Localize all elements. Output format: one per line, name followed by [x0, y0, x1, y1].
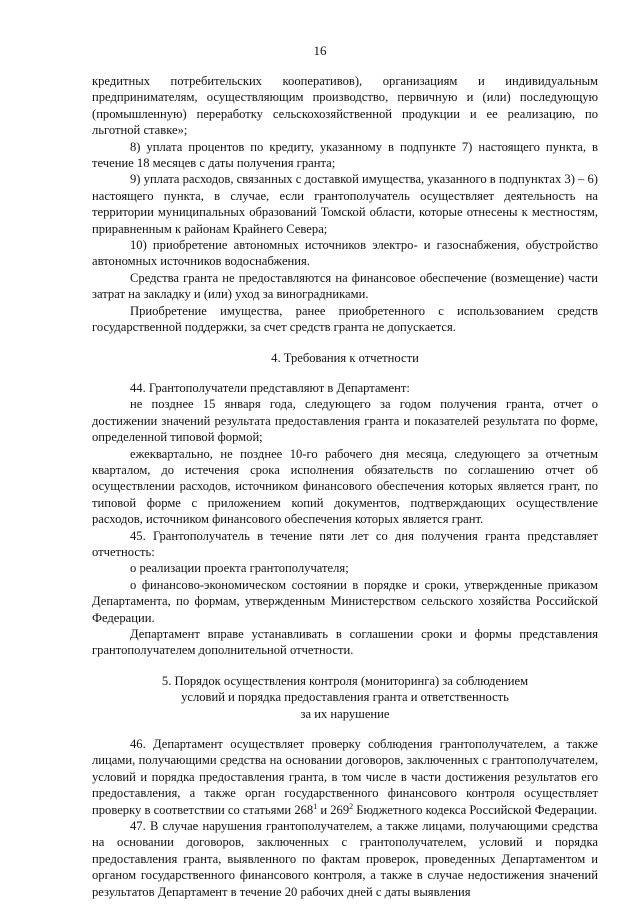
paragraph: 8) уплата процентов по кредиту, указанному в подпункте 7) настоящего пункта, в течение 18 месяцев с даты получения гранта; — [92, 139, 598, 171]
paragraph: о реализации проекта грантополучателя; — [130, 561, 349, 576]
page-number: 16 — [313, 43, 327, 58]
section-heading-line: 5. Порядок осуществления контроля (мониторинга) за соблюдением — [161, 673, 529, 688]
paragraph-46 — [92, 736, 598, 818]
paragraph: 44. Грантополучатели представляют в Департамент: — [130, 380, 410, 395]
superscript: 1 — [313, 801, 318, 811]
paragraph: кредитных потребительских кооперативов), организациям и индивидуальным предпринимателям, осуществляющим производство, первичную и (или) последующую (промышленную) переработку сельскохозяйственной продукции и ее реализацию, по льготной ставке»; — [92, 74, 598, 138]
paragraph: не позднее 15 января года, следующего за годом получения гранта, отчет о достижении значений результата предоставления гранта и показателей результата по форме, определенной типовой формой; — [92, 397, 598, 445]
paragraph: ежеквартально, не позднее 10-го рабочего дня месяца, следующего за отчетным кварталом, до истечения срока исполнения обязательств по соглашению отчет об осуществлении расходов, источником финансового обеспечения которых является грант, по типовой форме с приложением копий документов, подтверждающих осуществление расходов, источником финансового обеспечения которых является грант. — [92, 446, 598, 527]
section-heading-line: условий и порядка предоставления гранта и ответственность — [181, 690, 509, 705]
paragraph-46-text: 46. Департамент осуществляет проверку соблюдения грантополучателем, а также лицами, получающими средства на основании договоров, заключенных с грантополучателем, условий и порядка предоставления гранта, в том числе в части достижения результатов его предоставления, а также орган государственного финансового контроля осуществляет проверку в соответствии со статьями 268 — [92, 737, 598, 817]
paragraph: 9) уплата расходов, связанных с доставкой имущества, указанного в подпунктах 3) – 6) настоящего пункта, в случае, если грантополучатель осуществляет деятельность на территории муниципальных образований Томской области, которые отнесены к местностям, приравненным к районам Крайнего Севера; — [92, 172, 598, 236]
paragraph: о финансово-экономическом состоянии в порядке и сроки, утвержденные приказом Департамента, по формам, утвержденным Министерством сельского хозяйства Российской Федерации. — [92, 577, 598, 625]
paragraph: Департамент вправе устанавливать в соглашении сроки и формы представления грантополучателем дополнительной отчетности. — [92, 627, 598, 658]
paragraph-47: 47. В случае нарушения грантополучателем, а также лицами, получающими средства на основании договоров, заключенных с грантополучателем, условий и порядка предоставления гранта, выявленного по фактам проверок, проведенных Департаментом и органом государственного финансового контроля, а также в случае недостижения значений результатов Департамент в течение 20 рабочих дней с даты выявления — [92, 819, 598, 899]
section-heading: 4. Требования к отчетности — [271, 350, 419, 365]
paragraph-46-text: и 269 — [317, 802, 350, 817]
paragraph: 10) приобретение автономных источников электро- и газоснабжения, обустройство автономных источников водоснабжения. — [92, 238, 598, 269]
section-heading-line: за их нарушение — [300, 706, 390, 721]
paragraph-46-text: Бюджетного кодекса Российской Федерации. — [353, 802, 598, 817]
paragraph: Приобретение имущества, ранее приобретенного с использованием средств государственной поддержки, за счет средств гранта не допускается. — [92, 303, 598, 335]
paragraph: 45. Грантополучатель в течение пяти лет со дня получения гранта представляет отчетность: — [92, 528, 598, 559]
page-content — [92, 73, 598, 900]
superscript: 2 — [349, 801, 354, 811]
paragraph: Средства гранта не предоставляются на финансовое обеспечение (возмещение) части затрат на закладку и (или) уход за виноградниками. — [92, 270, 598, 302]
